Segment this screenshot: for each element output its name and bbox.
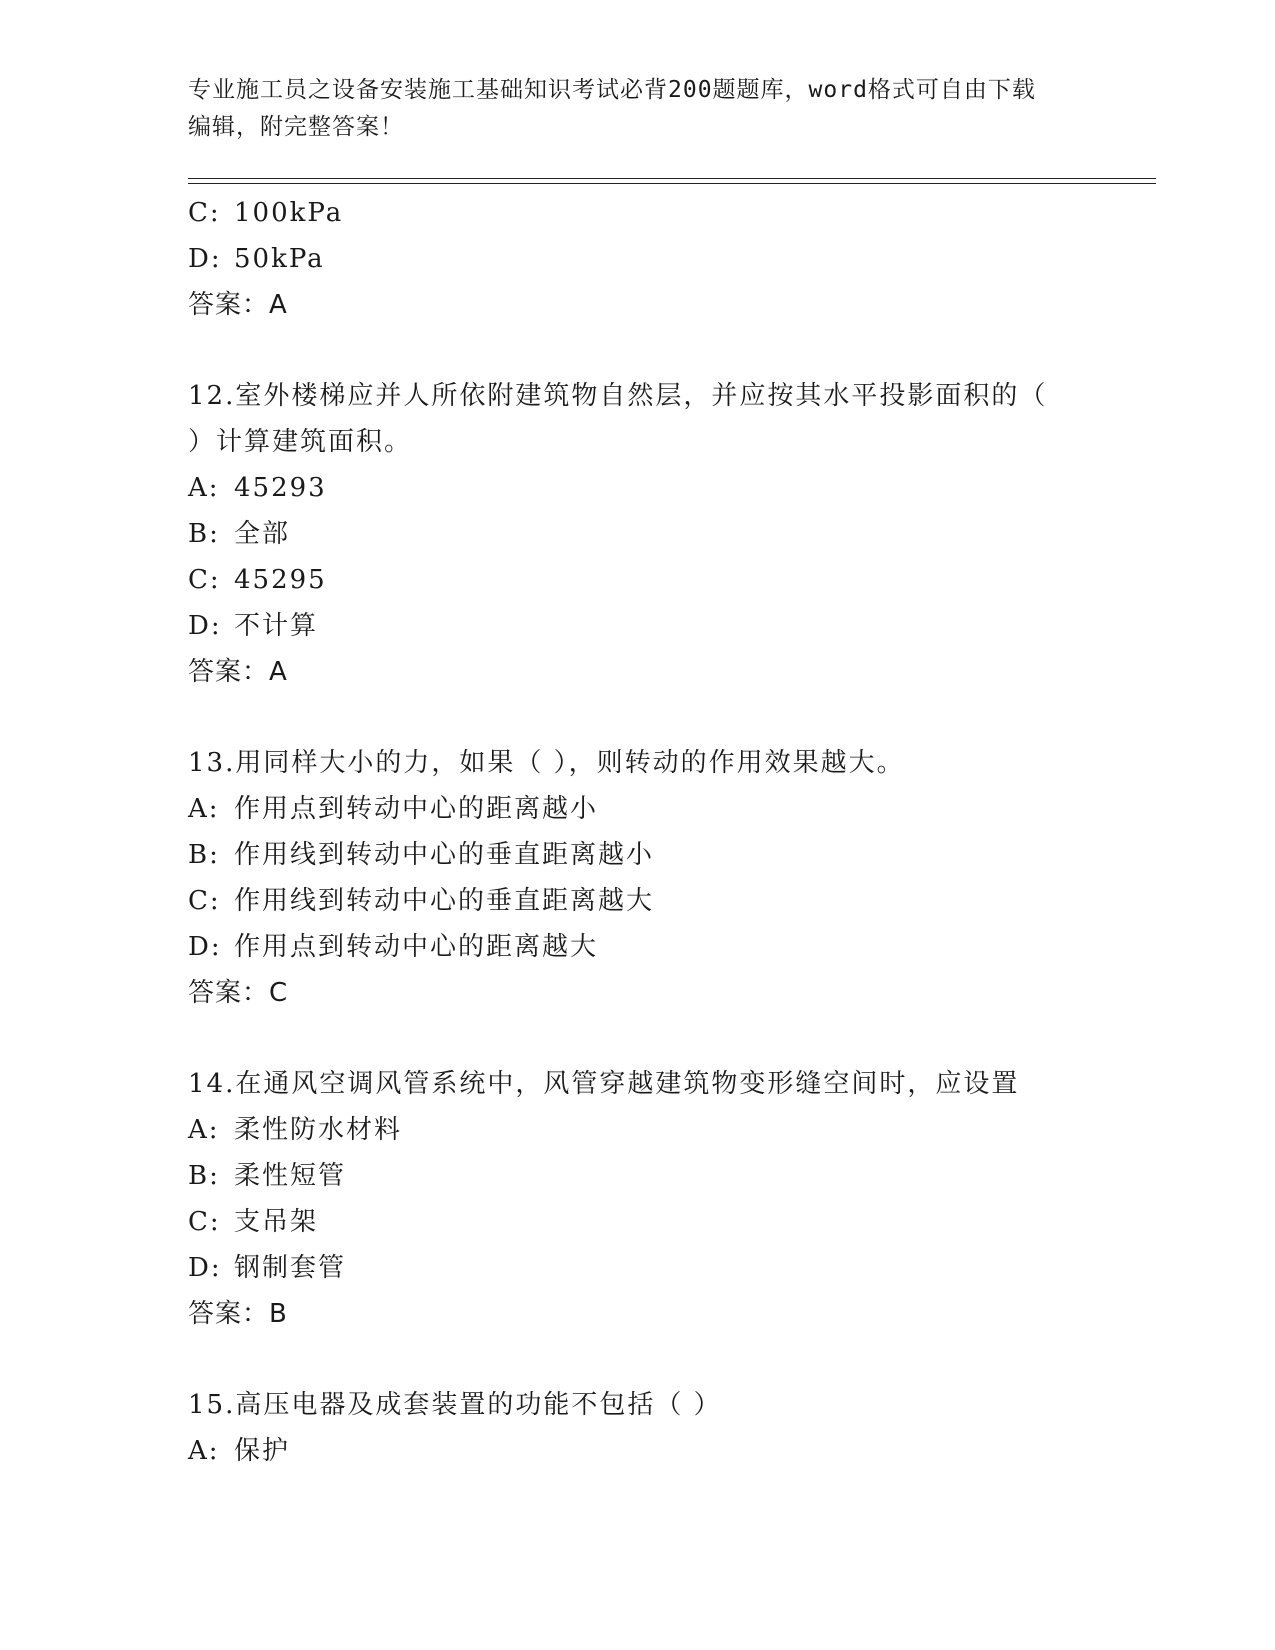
option-d [188, 236, 1088, 282]
header-line-1: 专业施工员之设备安装施工基础知识考试必背200题题库，word格式可自由下载 [188, 77, 1036, 103]
option-text: 支吊架 [234, 1207, 319, 1237]
question-12 [188, 373, 1088, 695]
header-divider-top [188, 178, 1156, 179]
option-a [188, 786, 1088, 832]
option-c [188, 1199, 1088, 1245]
option-text: 作用点到转动中心的距离越大 [234, 932, 599, 962]
option-text: 柔性短管 [234, 1161, 347, 1191]
question-stem-line-1: 15.高压电器及成套装置的功能不包括（ ） [188, 1390, 722, 1420]
option-label: A: [188, 473, 220, 503]
option-text: 50kPa [234, 244, 325, 274]
answer-line: 答案：C [188, 978, 289, 1008]
option-label: D: [188, 1253, 222, 1283]
option-text: 钢制套管 [234, 1253, 347, 1283]
option-b [188, 832, 1088, 878]
option-label: C: [188, 886, 221, 916]
option-text: 保护 [234, 1436, 291, 1466]
option-d [188, 603, 1088, 649]
question-stem-line-1: 14.在通风空调风管系统中，风管穿越建筑物变形缝空间时，应设置 [188, 1069, 1020, 1099]
option-text: 作用线到转动中心的垂直距离越小 [234, 840, 655, 870]
option-label: D: [188, 244, 222, 274]
document-header [188, 72, 1088, 146]
question-stem-line-1: 13.用同样大小的力，如果（ ），则转动的作用效果越大。 [188, 748, 905, 778]
option-text: 不计算 [234, 611, 319, 641]
option-text: 柔性防水材料 [234, 1115, 403, 1145]
option-d [188, 924, 1088, 970]
option-b [188, 511, 1088, 557]
question-15 [188, 1382, 1088, 1474]
option-label: D: [188, 932, 222, 962]
question-13 [188, 740, 1088, 1016]
option-label: C: [188, 565, 221, 595]
option-c [188, 878, 1088, 924]
option-a [188, 465, 1088, 511]
question-stem-line-1: 12.室外楼梯应并人所依附建筑物自然层，并应按其水平投影面积的（ [188, 381, 1048, 411]
option-label: D: [188, 611, 222, 641]
option-label: A: [188, 1115, 220, 1145]
header-line-2: 编辑，附完整答案！ [188, 114, 404, 140]
option-a [188, 1428, 1088, 1474]
option-label: C: [188, 1207, 221, 1237]
option-label: C: [188, 198, 221, 228]
option-d [188, 1245, 1088, 1291]
document-body [188, 190, 1088, 1474]
question-stem-line-2: ）计算建筑面积。 [188, 427, 413, 457]
question-11-continued [188, 190, 1088, 328]
option-text: 全部 [234, 519, 291, 549]
option-label: B: [188, 1161, 220, 1191]
option-label: A: [188, 794, 220, 824]
option-text: 45295 [234, 565, 327, 595]
option-label: B: [188, 519, 220, 549]
option-text: 作用线到转动中心的垂直距离越大 [234, 886, 655, 916]
question-14 [188, 1061, 1088, 1337]
header-divider-bottom [188, 183, 1156, 184]
answer-line: 答案：A [188, 290, 288, 320]
option-text: 作用点到转动中心的距离越小 [234, 794, 599, 824]
option-text: 45293 [234, 473, 327, 503]
answer-line: 答案：A [188, 657, 288, 687]
option-b [188, 1153, 1088, 1199]
option-a [188, 1107, 1088, 1153]
answer-line: 答案：B [188, 1299, 288, 1329]
option-label: A: [188, 1436, 220, 1466]
option-label: B: [188, 840, 220, 870]
option-c [188, 190, 1088, 236]
option-c [188, 557, 1088, 603]
option-text: 100kPa [234, 198, 344, 228]
